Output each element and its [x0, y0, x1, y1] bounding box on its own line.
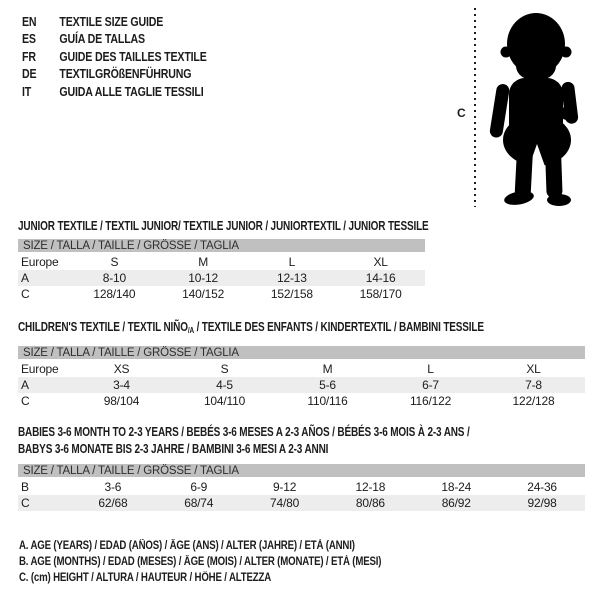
size-value-cell: M: [322, 362, 333, 376]
row-label: Europe: [21, 362, 59, 376]
size-value-cell: 6-9: [190, 480, 208, 494]
size-value-cell: 140/152: [182, 287, 225, 301]
size-value-cell: 12-13: [248, 270, 337, 286]
language-code: ES: [22, 32, 36, 47]
row-label: A: [18, 377, 70, 393]
language-row: [22, 13, 207, 31]
size-value-cell: 158/170: [359, 287, 402, 301]
size-value-cell: 3-6: [104, 480, 122, 494]
language-title: GUIDE DES TAILLES TEXTILE: [59, 49, 207, 64]
size-value-cell: 4-5: [173, 377, 276, 393]
table-row: [18, 495, 585, 511]
row-label: B: [21, 480, 29, 494]
size-value-cell: L: [288, 255, 296, 269]
table-row: [18, 270, 425, 286]
size-value-cell: 104/110: [203, 394, 246, 408]
size-value-cell: L: [427, 362, 434, 376]
row-label: C: [21, 287, 30, 301]
size-value-cell: 18-24: [441, 480, 472, 494]
size-value-cell: 110/116: [307, 394, 348, 408]
language-title: GUÍA DE TALLAS: [59, 32, 145, 47]
size-value-cell: 128/140: [93, 287, 136, 301]
height-dotted-line: [474, 8, 476, 207]
table-row: [18, 360, 585, 377]
height-measure-label: C: [457, 106, 466, 120]
language-code: EN: [22, 14, 37, 29]
baby-silhouette-icon: [479, 8, 591, 208]
size-value-cell: 86/92: [413, 495, 499, 511]
row-label: A: [18, 270, 70, 286]
size-header-row: [18, 464, 585, 478]
language-code: IT: [22, 84, 32, 99]
language-code: FR: [22, 49, 36, 64]
section-title-children-sub: /A: [187, 326, 194, 335]
size-value-cell: XS: [113, 362, 130, 376]
size-header-bar: SIZE / TALLA / TAILLE / GRÖSSE / TAGLIA: [18, 464, 585, 478]
section-title-children-pre: CHILDREN'S TEXTILE / TEXTIL NIÑO: [18, 320, 188, 334]
table-row: [18, 253, 425, 270]
size-value-cell: 24-36: [527, 480, 557, 494]
language-title: TEXTILGRÖßENFÜHRUNG: [59, 67, 192, 82]
language-title: GUIDA ALLE TAGLIE TESSILI: [59, 84, 204, 99]
size-value-cell: M: [198, 255, 209, 269]
size-header-bar: SIZE / TALLA / TAILLE / GRÖSSE / TAGLIA: [18, 239, 425, 253]
size-value-cell: 14-16: [336, 270, 425, 286]
size-value-cell: 12-18: [355, 480, 386, 494]
size-value-cell: XL: [373, 255, 388, 269]
size-header-row: [18, 346, 585, 360]
section-title-children-post: / TEXTILE DES ENFANTS / KINDERTEXTIL / BAMBINI TESSILE: [193, 320, 484, 334]
row-label: C: [18, 495, 70, 511]
size-value-cell: 152/158: [270, 287, 313, 301]
size-value-cell: 116/122: [409, 394, 452, 408]
section-title-children: [18, 320, 484, 338]
language-row: [22, 31, 207, 49]
language-row: [22, 66, 207, 84]
table-row: [18, 286, 425, 302]
size-value-cell: S: [110, 255, 119, 269]
size-value-cell: 3-4: [70, 377, 173, 393]
size-value-cell: 74/80: [242, 495, 328, 511]
size-value-cell: 8-10: [70, 270, 159, 286]
size-value-cell: 6-7: [379, 377, 482, 393]
size-value-cell: 68/74: [156, 495, 242, 511]
footnote-line: C. (cm) HEIGHT / ALTURA / HAUTEUR / HÖHE / ALTEZZA: [19, 572, 272, 584]
children-size-table: [18, 346, 585, 409]
language-code: DE: [22, 67, 37, 82]
row-label: Europe: [21, 255, 59, 269]
section-title-babies-line1: BABIES 3-6 MONTH TO 2-3 YEARS / BEBÉS 3-6 MESES A 2-3 AÑOS / BÉBÉS 3-6 MOIS À 2-3 ANS /: [18, 425, 470, 439]
size-value-cell: 62/68: [70, 495, 156, 511]
footnote-line: B. AGE (MONTHS) / EDAD (MESES) / ÂGE (MOIS) / ALTER (MONATE) / ETÀ (MESI): [19, 556, 382, 568]
table-row: [18, 377, 585, 393]
section-title-junior: JUNIOR TEXTILE / TEXTIL JUNIOR/ TEXTILE JUNIOR / JUNIORTEXTIL / JUNIOR TESSILE: [18, 219, 429, 233]
babies-size-table: [18, 464, 585, 511]
table-row: [18, 393, 585, 409]
size-value-cell: 122/128: [512, 394, 555, 408]
footnote-line: A. AGE (YEARS) / EDAD (AÑOS) / ÂGE (ANS) / ALTER (JAHRE) / ETÀ (ANNI): [19, 540, 355, 552]
size-value-cell: 9-12: [272, 480, 297, 494]
size-value-cell: 92/98: [499, 495, 585, 511]
size-header-bar: SIZE / TALLA / TAILLE / GRÖSSE / TAGLIA: [18, 346, 585, 360]
language-title-list: [22, 13, 239, 101]
size-value-cell: 7-8: [482, 377, 585, 393]
size-value-cell: 5-6: [276, 377, 379, 393]
language-row: [22, 48, 207, 66]
language-title: TEXTILE SIZE GUIDE: [59, 14, 164, 29]
table-row: [18, 478, 585, 495]
footnotes: [19, 538, 450, 586]
row-label: C: [21, 394, 30, 408]
size-value-cell: XL: [526, 362, 541, 376]
section-title-babies-line2: BABYS 3-6 MONATE BIS 2-3 JAHRE / BAMBINI 3-6 MESI A 2-3 ANNI: [18, 442, 329, 456]
language-row: [22, 83, 207, 101]
size-value-cell: S: [220, 362, 229, 376]
size-value-cell: 10-12: [159, 270, 248, 286]
size-header-row: [18, 239, 425, 253]
size-value-cell: 98/104: [103, 394, 140, 408]
junior-size-table: [18, 239, 425, 302]
size-value-cell: 80/86: [327, 495, 413, 511]
